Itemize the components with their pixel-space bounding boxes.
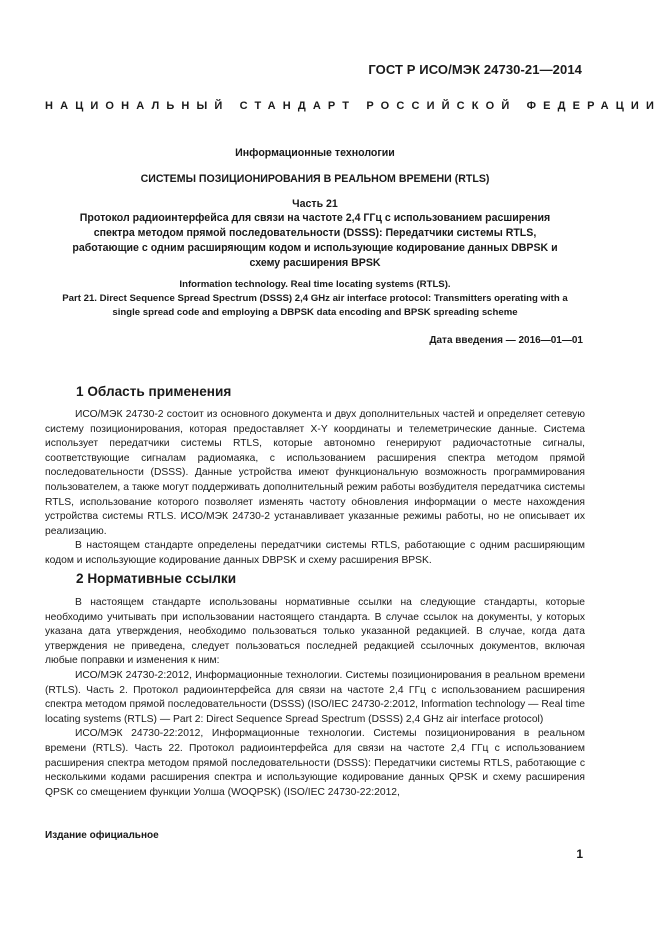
title-en-line: Part 21. Direct Sequence Spread Spectrum (DSSS) 2,4 GHz air interface protocol: Transmitters operating with a bbox=[62, 293, 568, 304]
title-part: Часть 21 bbox=[292, 198, 338, 210]
section-1-heading: 1 Область применения bbox=[76, 384, 232, 399]
title-ru-line: работающие с одним расширяющим кодом и использующие кодирование данных DBPSK и bbox=[72, 242, 558, 254]
paragraph: В настоящем стандарте определены передатчики системы RTLS, работающие с одним расширяющим кодом и использующие кодирование данных DBPSK и схему расширения BPSK. bbox=[45, 540, 585, 566]
edition-label: Издание официальное bbox=[45, 830, 159, 841]
reference-item: ИСО/МЭК 24730-22:2012, Информационные технологии. Системы позиционирования в реальном времени (RTLS). Часть 22. Протокол радиоинтерфейса для связи на частоте 2,4 ГГц с использованием расширения спектра методом прямой последовательности (DSSS): Передатчики системы RTLS, работающие с несколькими кодами расширения спектра и использующие кодирование данных QPSK и схему расширения QPSK со смещением функции Уолша (WOQPSK) (ISO/IEC 24730-22:2012, bbox=[45, 728, 585, 798]
section-2-heading: 2 Нормативные ссылки bbox=[76, 571, 237, 586]
title-english bbox=[45, 278, 585, 320]
title-group: Информационные технологии bbox=[235, 147, 395, 159]
title-ru-line: схему расширения BPSK bbox=[249, 257, 381, 269]
title-system: СИСТЕМЫ ПОЗИЦИОНИРОВАНИЯ В РЕАЛЬНОМ ВРЕМЕНИ (RTLS) bbox=[140, 173, 490, 185]
introduction-date: Дата введения — 2016—01—01 bbox=[429, 335, 583, 346]
title-en-line: single spread code and employing a DBPSK data encoding and BPSK spreading scheme bbox=[112, 307, 518, 318]
national-standard-banner: НАЦИОНАЛЬНЫЙ СТАНДАРТ РОССИЙСКОЙ ФЕДЕРАЦИИ bbox=[45, 100, 661, 112]
section-2-body bbox=[45, 596, 585, 800]
page-number: 1 bbox=[576, 847, 583, 861]
title-ru-line: спектра методом прямой последовательности (DSSS): Передатчики системы RTLS, bbox=[93, 227, 537, 239]
paragraph: В настоящем стандарте использованы нормативные ссылки на следующие стандарты, которые необходимо учитывать при использовании настоящего стандарта. В случае ссылок на документы, у которых указана дата утверждения, необходимо пользоваться только указанной редакцией. В случае, когда дата утверждения не приведена, следует пользоваться последней редакцией ссылочных документов, включая любые поправки и изменения к ним: bbox=[45, 597, 585, 667]
reference-item: ИСО/МЭК 24730-2:2012, Информационные технологии. Системы позиционирования в реальном времени (RTLS). Часть 2. Протокол радиоинтерфейса для связи на частоте 2,4 ГГц с использованием расширения спектра методом прямой последовательности (DSSS) (ISO/IEC 24730-2:2012, Information technology — Real time locating systems (RTLS) — Part 2: Direct Sequence Spread Spectrum (DSSS) 2,4 GHz air interface protocol) bbox=[45, 669, 585, 725]
section-1-body bbox=[45, 408, 585, 569]
title-en-line: Information technology. Real time locating systems (RTLS). bbox=[179, 279, 451, 290]
paragraph: ИСО/МЭК 24730-2 состоит из основного документа и двух дополнительных частей и определяет сетевую систему позиционирования, которая предоставляет X-Y координаты и телеметрические данные. Система использует передатчики системы RTLS, которые автономно генерируют радиочастотные сигналы, соответствующие сигналам радиомаяка, с использованием расширения спектра методом прямой последовательности (DSSS). Данные устройства имеют функциональную возможность программирования пользователем, а также могут поддерживать дополнительный режим работы возбудителя передатчика системы RTLS, использование которого позволяет изменять частоту обновления информации о месте нахождения устройства системы RTLS. ИСО/МЭК 24730-2 устанавливает указанные режимы работы, но не описывает их реализацию. bbox=[45, 409, 585, 537]
gost-number: ГОСТ Р ИСО/МЭК 24730-21—2014 bbox=[368, 62, 582, 77]
title-ru-line: Протокол радиоинтерфейса для связи на частоте 2,4 ГГц с использованием расширения bbox=[79, 212, 551, 224]
title-russian bbox=[45, 211, 585, 271]
